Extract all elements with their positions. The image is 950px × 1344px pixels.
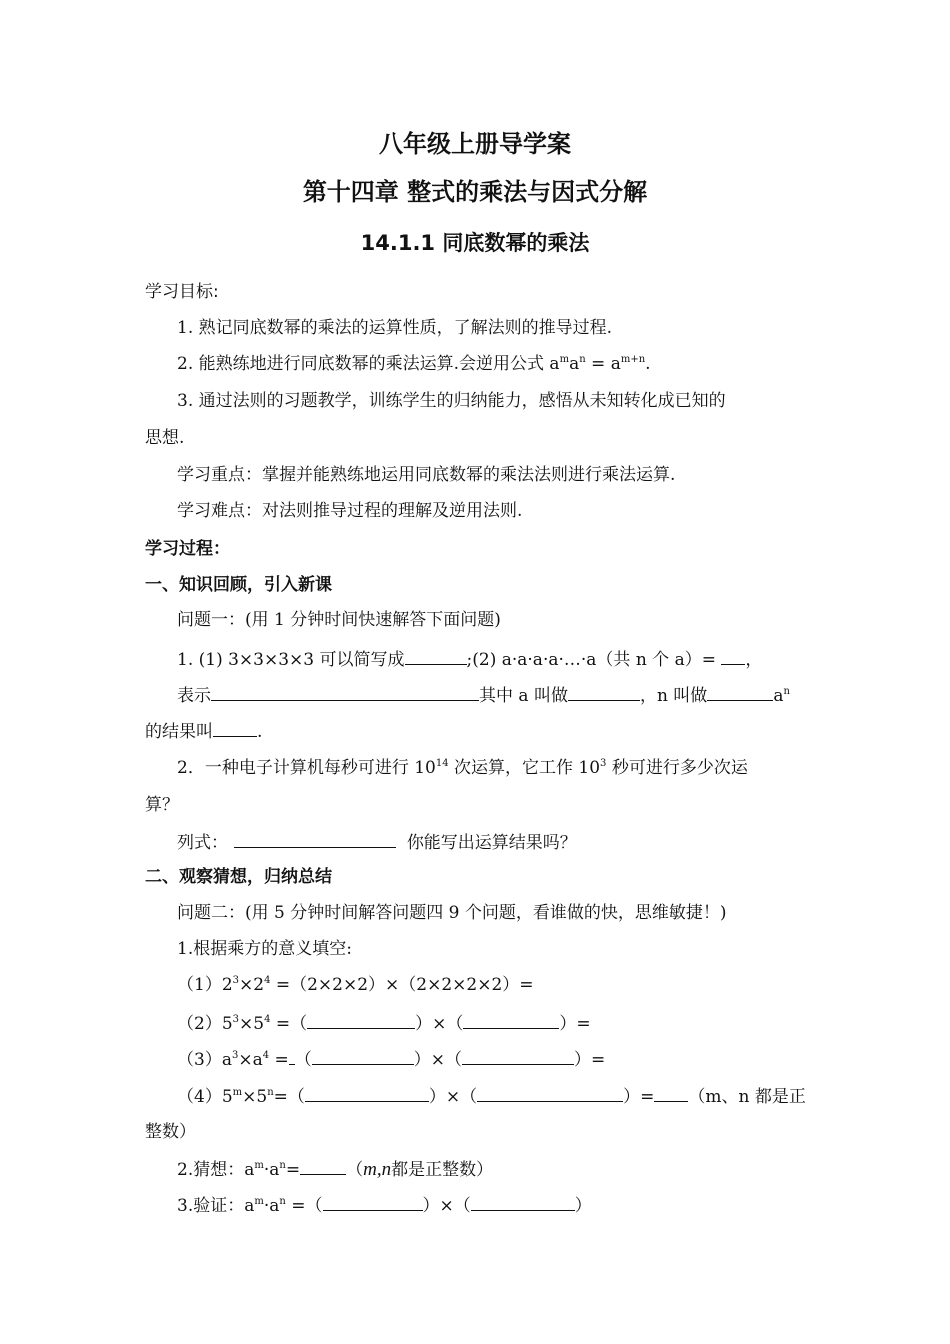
goal-item-3-line2: 思想. — [145, 428, 185, 448]
guess-line: 2.猜想：$a^m\cdot a^n= (m,n$都是正整数） — [177, 1156, 493, 1182]
fill-title: 1.根据乘方的意义填空: — [177, 939, 352, 959]
fill-row-4: $(4)5^m\times 5^n=$（ ）×（ ）= （m、n 都是正 — [177, 1083, 806, 1109]
math-mn: m,n — [363, 1159, 392, 1180]
blank[interactable] — [568, 682, 640, 701]
blank[interactable] — [721, 646, 745, 665]
goals-label: 学习目标: — [145, 282, 219, 302]
question1-line3: 的结果叫 . — [145, 718, 262, 744]
fill-row-1: $(1)2^3\times 2^4 =(2\times 2\times 2)\times(2\times 2\times 2\times 2)=$ — [177, 975, 534, 995]
document-title: 八年级上册导学案 — [379, 130, 571, 158]
question2-line2: 算？ — [145, 795, 179, 815]
question2-intro: 问题二：(用 5 分钟时间解答问题四 9 个问题，看谁做的快，思维敏捷！) — [177, 903, 727, 923]
question2-line1: 2．一种电子计算机每秒可进行 $10^{14}$ 次运算，它工作 $10^3$ 秒可进行多少次运 — [177, 758, 748, 778]
blank[interactable] — [471, 1192, 575, 1211]
blank[interactable] — [213, 718, 257, 737]
question2-line3: 列式： 你能写出运算结果吗？ — [177, 829, 577, 855]
fill-row-2: $(2)5^3\times 5^4$ =（ ）×（ ）= — [177, 1010, 591, 1036]
blank[interactable] — [234, 829, 396, 848]
chapter-title: 第十四章 整式的乘法与因式分解 — [302, 178, 648, 206]
fill-row-4-cont: 整数） — [145, 1122, 196, 1142]
blank[interactable] — [462, 1046, 574, 1065]
goal-item-1: 1. 熟记同底数幂的乘法的运算性质，了解法则的推导过程. — [177, 318, 613, 338]
blank[interactable] — [477, 1083, 623, 1102]
blank[interactable] — [307, 1010, 415, 1029]
question1-line1: 1. (1) 3×3×3×3 可以简写成 ;(2) a·a·a·a·…·a（共 n 个 a）= ， — [177, 646, 762, 672]
blank[interactable] — [300, 1156, 346, 1175]
blank[interactable] — [707, 682, 773, 701]
blank[interactable] — [312, 1046, 414, 1065]
difficulty-point: 学习难点：对法则推导过程的理解及逆用法则. — [177, 501, 523, 521]
goal-item-2: 2. 能熟练地进行同底数幂的乘法运算.会逆用公式 $a^ma^n = a^{m+n}$. — [177, 354, 651, 374]
blank[interactable] — [405, 646, 467, 665]
question1-line2: 表示 其中 a 叫做 ，n 叫做 $a^n$ — [177, 682, 790, 708]
goal-item-3-line1: 3. 通过法则的习题教学，训练学生的归纳能力，感悟从未知转化成已知的 — [177, 391, 726, 411]
question1-intro: 问题一：(用 1 分钟时间快速解答下面问题) — [177, 610, 501, 630]
key-point: 学习重点：掌握并能熟练地运用同底数幂的乘法法则进行乘法运算. — [177, 465, 676, 485]
part2-heading: 二、观察猜想，归纳总结 — [145, 867, 332, 887]
blank[interactable] — [463, 1010, 559, 1029]
blank[interactable] — [305, 1083, 429, 1102]
blank[interactable] — [211, 682, 479, 701]
fill-row-3: $(3)a^3\times a^4$ = （ ）×（ ）= — [177, 1046, 605, 1072]
process-label: 学习过程： — [145, 539, 230, 559]
section-title: 14.1.1 同底数幂的乘法 — [360, 231, 590, 255]
blank[interactable] — [323, 1192, 423, 1211]
part1-heading: 一、知识回顾，引入新课 — [145, 575, 332, 595]
blank[interactable] — [654, 1083, 688, 1102]
verify-line: 3.验证：$a^m\cdot a^n$ =（ ）×（ ） — [177, 1192, 592, 1218]
